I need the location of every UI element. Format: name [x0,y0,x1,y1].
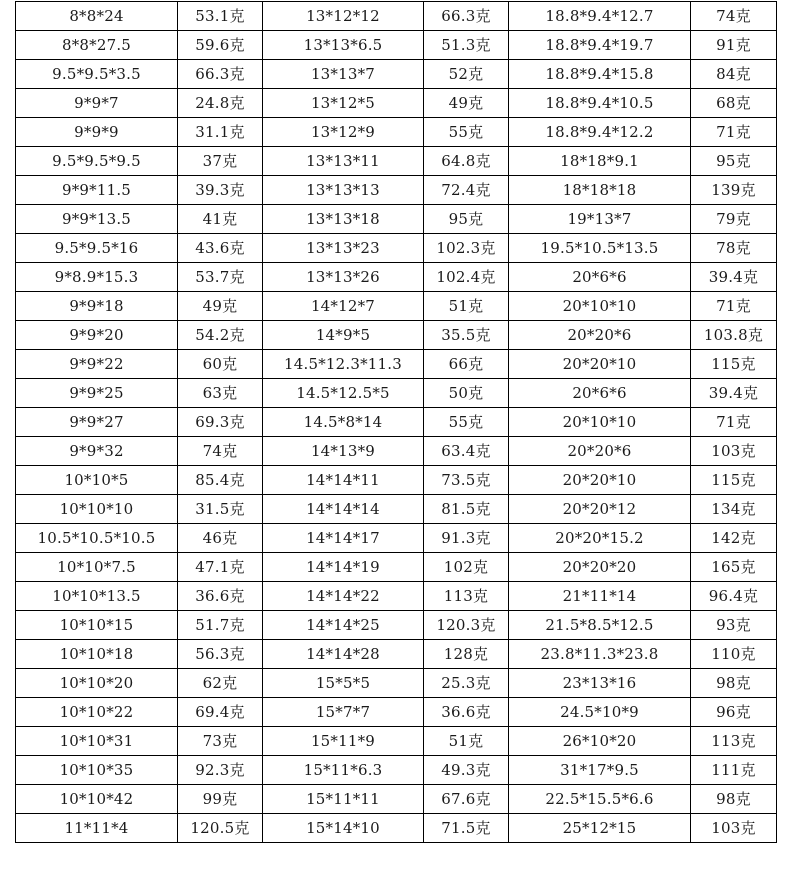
cell-dimensions-1: 9.5*9.5*3.5 [16,60,178,89]
cell-dimensions-2: 14*9*5 [263,321,424,350]
cell-weight-1: 62克 [178,669,263,698]
cell-dimensions-1: 9*9*7 [16,89,178,118]
cell-dimensions-3: 19*13*7 [509,205,691,234]
cell-weight-1: 31.5克 [178,495,263,524]
cell-weight-1: 49克 [178,292,263,321]
table-row [16,118,777,147]
table-row [16,698,777,727]
cell-dimensions-2: 13*13*18 [263,205,424,234]
cell-dimensions-2: 13*12*5 [263,89,424,118]
table-row [16,553,777,582]
cell-dimensions-3: 18.8*9.4*10.5 [509,89,691,118]
cell-dimensions-1: 9*9*20 [16,321,178,350]
table-row [16,292,777,321]
cell-dimensions-1: 10*10*10 [16,495,178,524]
cell-weight-1: 31.1克 [178,118,263,147]
cell-dimensions-3: 21.5*8.5*12.5 [509,611,691,640]
cell-dimensions-1: 9*9*27 [16,408,178,437]
cell-dimensions-1: 10*10*42 [16,785,178,814]
table-row [16,321,777,350]
cell-weight-1: 92.3克 [178,756,263,785]
cell-dimensions-2: 14*12*7 [263,292,424,321]
cell-dimensions-2: 13*13*11 [263,147,424,176]
cell-dimensions-1: 8*8*24 [16,2,178,31]
cell-dimensions-1: 10*10*7.5 [16,553,178,582]
cell-weight-3: 115克 [691,466,777,495]
table-row [16,756,777,785]
cell-dimensions-3: 18.8*9.4*12.2 [509,118,691,147]
cell-dimensions-2: 14*14*17 [263,524,424,553]
cell-weight-2: 63.4克 [424,437,509,466]
cell-dimensions-3: 20*20*20 [509,553,691,582]
cell-dimensions-1: 10*10*18 [16,640,178,669]
cell-dimensions-3: 19.5*10.5*13.5 [509,234,691,263]
size-weight-table [15,1,777,843]
cell-weight-1: 53.7克 [178,263,263,292]
cell-dimensions-2: 15*7*7 [263,698,424,727]
cell-dimensions-1: 9*8.9*15.3 [16,263,178,292]
table-body [16,2,777,843]
cell-dimensions-3: 23*13*16 [509,669,691,698]
cell-weight-3: 71克 [691,292,777,321]
cell-dimensions-2: 14*14*19 [263,553,424,582]
table-row [16,785,777,814]
cell-dimensions-3: 20*20*15.2 [509,524,691,553]
cell-weight-2: 73.5克 [424,466,509,495]
cell-dimensions-3: 20*6*6 [509,379,691,408]
cell-dimensions-3: 22.5*15.5*6.6 [509,785,691,814]
cell-dimensions-3: 18.8*9.4*12.7 [509,2,691,31]
cell-weight-1: 60克 [178,350,263,379]
cell-dimensions-3: 20*10*10 [509,408,691,437]
cell-weight-2: 128克 [424,640,509,669]
cell-weight-3: 93克 [691,611,777,640]
cell-weight-3: 91克 [691,31,777,60]
cell-weight-2: 35.5克 [424,321,509,350]
table-row [16,495,777,524]
cell-weight-3: 96.4克 [691,582,777,611]
cell-weight-1: 24.8克 [178,89,263,118]
cell-weight-3: 95克 [691,147,777,176]
cell-weight-2: 81.5克 [424,495,509,524]
cell-dimensions-2: 13*13*26 [263,263,424,292]
cell-dimensions-3: 24.5*10*9 [509,698,691,727]
cell-weight-2: 91.3克 [424,524,509,553]
table-row [16,31,777,60]
cell-dimensions-1: 9.5*9.5*9.5 [16,147,178,176]
cell-weight-2: 51.3克 [424,31,509,60]
cell-weight-1: 56.3克 [178,640,263,669]
cell-weight-1: 85.4克 [178,466,263,495]
cell-dimensions-1: 10.5*10.5*10.5 [16,524,178,553]
cell-dimensions-1: 10*10*35 [16,756,178,785]
cell-weight-1: 46克 [178,524,263,553]
table-row [16,2,777,31]
table-row [16,669,777,698]
table-row [16,727,777,756]
cell-dimensions-2: 15*5*5 [263,669,424,698]
cell-weight-1: 69.4克 [178,698,263,727]
cell-weight-3: 103克 [691,437,777,466]
cell-weight-2: 66克 [424,350,509,379]
cell-weight-3: 98克 [691,669,777,698]
cell-dimensions-2: 13*12*9 [263,118,424,147]
cell-dimensions-2: 14.5*12.3*11.3 [263,350,424,379]
cell-dimensions-1: 10*10*22 [16,698,178,727]
table-row [16,524,777,553]
cell-dimensions-2: 14*14*28 [263,640,424,669]
cell-dimensions-1: 9*9*25 [16,379,178,408]
cell-dimensions-3: 20*20*6 [509,437,691,466]
cell-weight-1: 69.3克 [178,408,263,437]
cell-dimensions-3: 20*20*10 [509,350,691,379]
cell-dimensions-2: 13*13*23 [263,234,424,263]
table-row [16,611,777,640]
cell-dimensions-2: 14.5*12.5*5 [263,379,424,408]
cell-weight-2: 51克 [424,292,509,321]
cell-weight-2: 120.3克 [424,611,509,640]
cell-weight-1: 59.6克 [178,31,263,60]
cell-weight-2: 64.8克 [424,147,509,176]
cell-weight-3: 71克 [691,118,777,147]
cell-weight-3: 103.8克 [691,321,777,350]
cell-weight-1: 53.1克 [178,2,263,31]
cell-weight-3: 110克 [691,640,777,669]
cell-weight-1: 120.5克 [178,814,263,843]
cell-weight-2: 102.3克 [424,234,509,263]
table-row [16,176,777,205]
cell-dimensions-2: 15*11*9 [263,727,424,756]
cell-weight-1: 43.6克 [178,234,263,263]
cell-dimensions-1: 9*9*11.5 [16,176,178,205]
cell-weight-2: 72.4克 [424,176,509,205]
cell-weight-1: 39.3克 [178,176,263,205]
cell-dimensions-3: 18.8*9.4*19.7 [509,31,691,60]
cell-weight-2: 95克 [424,205,509,234]
cell-dimensions-2: 14*13*9 [263,437,424,466]
cell-dimensions-2: 14.5*8*14 [263,408,424,437]
cell-dimensions-1: 10*10*15 [16,611,178,640]
cell-weight-2: 36.6克 [424,698,509,727]
cell-weight-3: 113克 [691,727,777,756]
cell-weight-1: 47.1克 [178,553,263,582]
cell-weight-1: 99克 [178,785,263,814]
cell-dimensions-2: 15*11*6.3 [263,756,424,785]
cell-dimensions-1: 9*9*18 [16,292,178,321]
cell-dimensions-2: 13*12*12 [263,2,424,31]
cell-dimensions-3: 18*18*18 [509,176,691,205]
cell-weight-2: 55克 [424,408,509,437]
cell-weight-1: 41克 [178,205,263,234]
cell-weight-3: 84克 [691,60,777,89]
cell-weight-2: 49克 [424,89,509,118]
cell-dimensions-3: 20*20*12 [509,495,691,524]
cell-weight-2: 49.3克 [424,756,509,785]
cell-weight-3: 142克 [691,524,777,553]
cell-dimensions-2: 13*13*7 [263,60,424,89]
cell-weight-3: 78克 [691,234,777,263]
cell-weight-3: 71克 [691,408,777,437]
table-row [16,437,777,466]
cell-weight-3: 98克 [691,785,777,814]
cell-dimensions-2: 14*14*14 [263,495,424,524]
cell-weight-2: 51克 [424,727,509,756]
cell-weight-3: 68克 [691,89,777,118]
cell-dimensions-2: 15*11*11 [263,785,424,814]
cell-dimensions-3: 20*10*10 [509,292,691,321]
cell-dimensions-1: 10*10*5 [16,466,178,495]
table-row [16,147,777,176]
table-row [16,234,777,263]
cell-dimensions-1: 9*9*32 [16,437,178,466]
cell-weight-2: 71.5克 [424,814,509,843]
cell-dimensions-3: 23.8*11.3*23.8 [509,640,691,669]
cell-dimensions-1: 8*8*27.5 [16,31,178,60]
cell-weight-2: 102克 [424,553,509,582]
cell-weight-1: 74克 [178,437,263,466]
table-row [16,582,777,611]
cell-dimensions-1: 9.5*9.5*16 [16,234,178,263]
cell-weight-1: 54.2克 [178,321,263,350]
cell-dimensions-3: 20*20*6 [509,321,691,350]
cell-weight-3: 115克 [691,350,777,379]
cell-weight-3: 74克 [691,2,777,31]
cell-dimensions-2: 13*13*13 [263,176,424,205]
cell-weight-3: 111克 [691,756,777,785]
cell-dimensions-1: 9*9*13.5 [16,205,178,234]
cell-weight-1: 73克 [178,727,263,756]
cell-dimensions-3: 25*12*15 [509,814,691,843]
cell-weight-3: 103克 [691,814,777,843]
cell-weight-1: 36.6克 [178,582,263,611]
cell-dimensions-2: 14*14*11 [263,466,424,495]
cell-weight-1: 37克 [178,147,263,176]
cell-dimensions-1: 10*10*31 [16,727,178,756]
cell-dimensions-1: 10*10*13.5 [16,582,178,611]
cell-weight-1: 63克 [178,379,263,408]
cell-weight-1: 51.7克 [178,611,263,640]
cell-dimensions-3: 18*18*9.1 [509,147,691,176]
cell-weight-2: 113克 [424,582,509,611]
cell-weight-3: 139克 [691,176,777,205]
cell-weight-2: 66.3克 [424,2,509,31]
cell-dimensions-1: 11*11*4 [16,814,178,843]
table-row [16,640,777,669]
table-row [16,350,777,379]
cell-dimensions-1: 10*10*20 [16,669,178,698]
cell-dimensions-3: 21*11*14 [509,582,691,611]
cell-weight-2: 67.6克 [424,785,509,814]
table-row [16,205,777,234]
cell-weight-3: 165克 [691,553,777,582]
cell-weight-2: 25.3克 [424,669,509,698]
cell-dimensions-3: 31*17*9.5 [509,756,691,785]
cell-dimensions-3: 20*6*6 [509,263,691,292]
cell-dimensions-3: 18.8*9.4*15.8 [509,60,691,89]
table-row [16,814,777,843]
cell-weight-2: 102.4克 [424,263,509,292]
cell-weight-3: 79克 [691,205,777,234]
cell-weight-3: 134克 [691,495,777,524]
cell-dimensions-1: 9*9*22 [16,350,178,379]
table-row [16,89,777,118]
cell-weight-2: 52克 [424,60,509,89]
table-row [16,263,777,292]
cell-dimensions-3: 20*20*10 [509,466,691,495]
cell-dimensions-2: 14*14*25 [263,611,424,640]
cell-weight-3: 39.4克 [691,379,777,408]
cell-dimensions-1: 9*9*9 [16,118,178,147]
cell-dimensions-2: 14*14*22 [263,582,424,611]
cell-dimensions-2: 15*14*10 [263,814,424,843]
cell-dimensions-2: 13*13*6.5 [263,31,424,60]
table-row [16,466,777,495]
cell-dimensions-3: 26*10*20 [509,727,691,756]
cell-weight-3: 39.4克 [691,263,777,292]
table-row [16,408,777,437]
cell-weight-3: 96克 [691,698,777,727]
cell-weight-2: 50克 [424,379,509,408]
cell-weight-1: 66.3克 [178,60,263,89]
table-row [16,379,777,408]
table-row [16,60,777,89]
cell-weight-2: 55克 [424,118,509,147]
